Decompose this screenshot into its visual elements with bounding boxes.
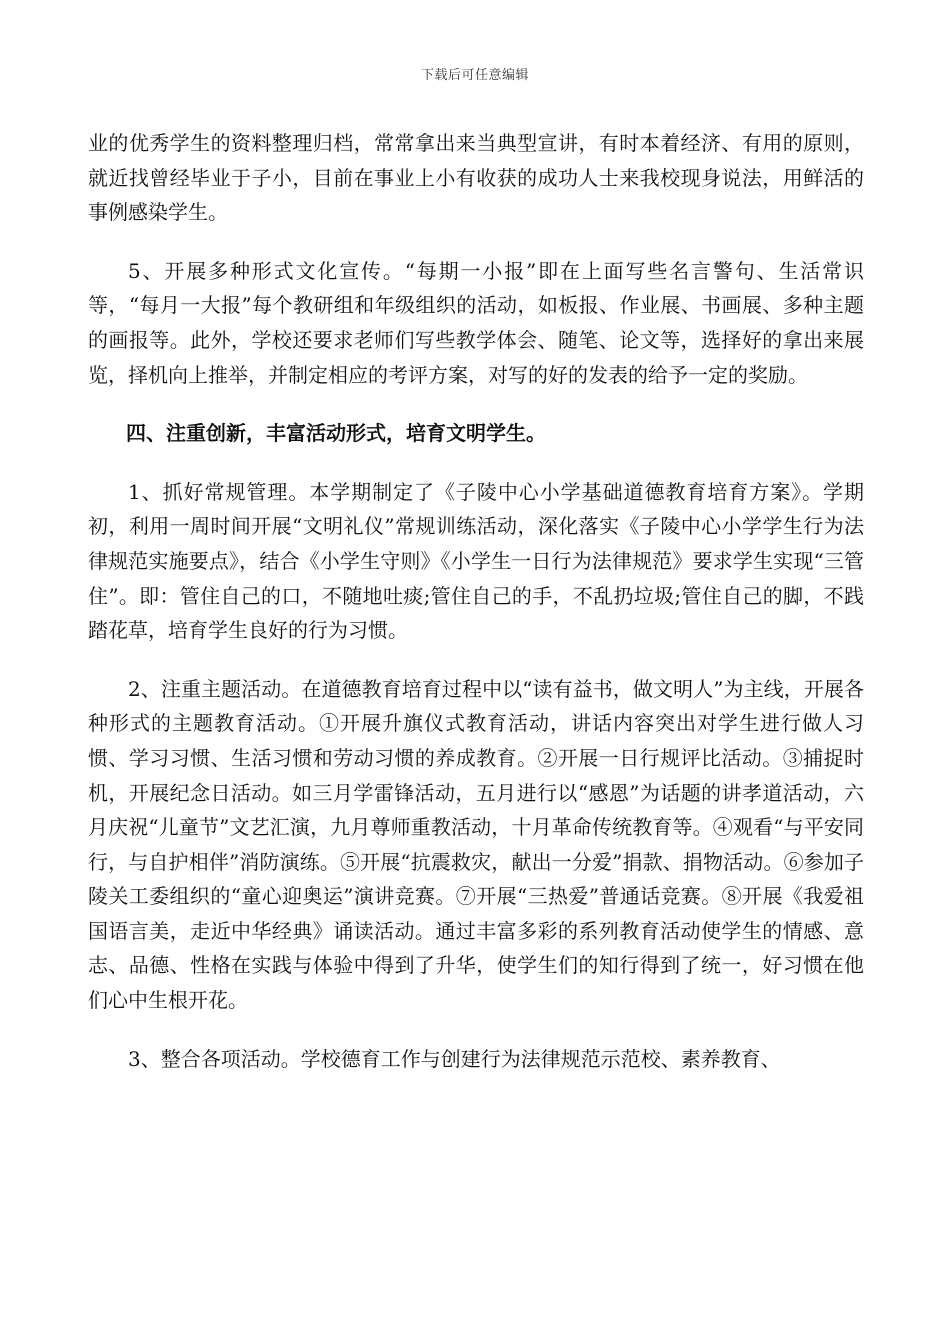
paragraph-integrate-activities: 3、整合各项活动。学校德育工作与创建行为法律规范示范校、素养教育、	[128, 1046, 781, 1071]
paragraph-culture-promotion: 5、开展多种形式文化宣传。“每期一小报”即在上面写些名言警句、生活常识等，“每月一大报”每个教研组和年级组织的活动，如板报、作业展、书画展、多种主题的画报等。此外，学校还要求老师们写些教学体会、随笔、论文等，选择好的拿出来展览，择机向上推举，并制定相应的考评方案，对写的好的发表的给予一定的奖励。	[88, 258, 864, 387]
document-body	[88, 126, 864, 1100]
paragraph-theme-activities: 2、注重主题活动。在道德教育培育过程中以“读有益书，做文明人”为主线，开展各种形式的主题教育活动。①开展升旗仪式教育活动，讲话内容突出对学生进行做人习惯、学习习惯、生活习惯和劳动习惯的养成教育。②开展一日行规评比活动。③捕捉时机，开展纪念日活动。如三月学雷锋活动，五月进行以“感恩”为话题的讲孝道活动，六月庆祝“儿童节”文艺汇演，九月尊师重教活动，十月革命传统教育等。④观看“与平安同行，与自护相伴”消防演练。⑤开展“抗震救灾，献出一分爱”捐款、捐物活动。⑥参加子陵关工委组织的“童心迎奥运”演讲竞赛。⑦开展“三热爱”普通话竞赛。⑧开展《我爱祖国语言美，走近中华经典》诵读活动。通过丰富多彩的系列教育活动使学生的情感、意志、品德、性格在实践与体验中得到了升华，使学生们的知行得到了统一，好习惯在他们心中生根开花。	[88, 676, 864, 1013]
page-header: 下载后可任意编辑	[420, 68, 529, 83]
paragraph-routine-management: 1、抓好常规管理。本学期制定了《子陵中心小学基础道德教育培育方案》。学期初，利用一周时间开展“文明礼仪”常规训练活动，深化落实《子陵中心小学学生行为法律规范实施要点》，结合《小学生守则》《小学生一日行为法律规范》要求学生实现“三管住”。即：管住自己的口，不随地吐痰;管住自己的手，不乱扔垃圾;管住自己的脚，不践踏花草，培育学生良好的行为习惯。	[88, 479, 864, 643]
section-heading: 四、注重创新，丰富活动形式，培育文明学生。	[126, 421, 546, 446]
paragraph-continuation: 业的优秀学生的资料整理归档，常常拿出来当典型宣讲，有时本着经济、有用的原则，就近找曾经毕业于子小，目前在事业上小有收获的成功人士来我校现身说法，用鲜活的事例感染学生。	[88, 131, 864, 225]
